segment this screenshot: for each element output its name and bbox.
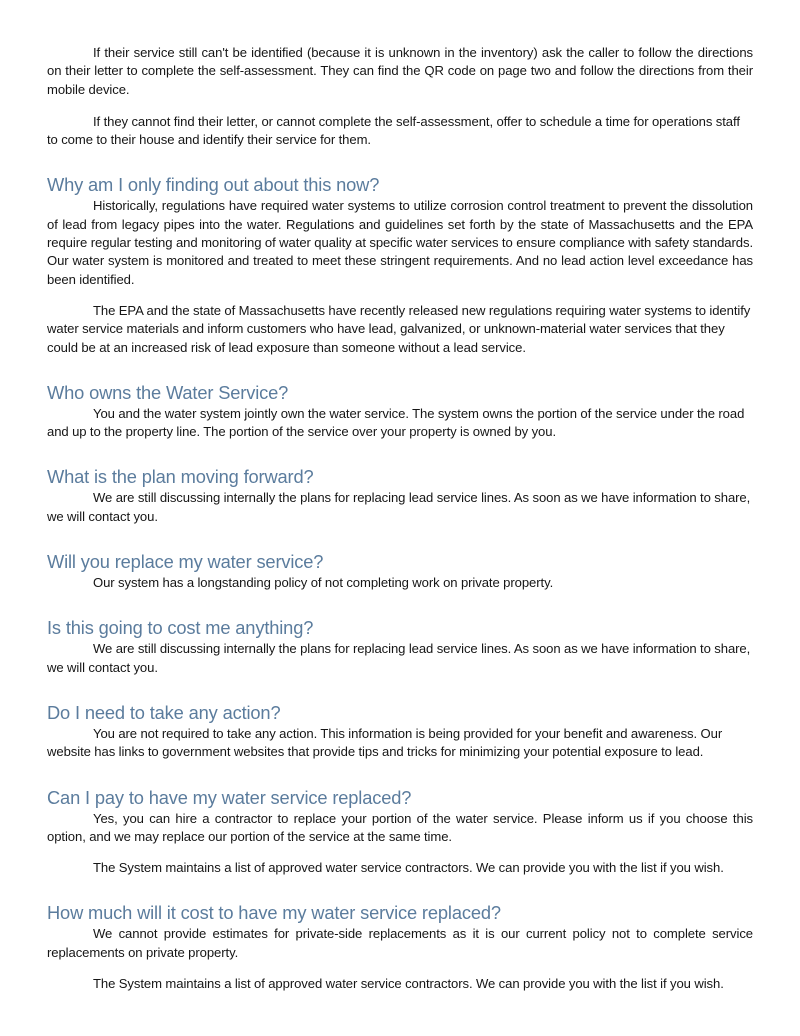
- paragraph: The System maintains a list of approved water service contractors. We can provide you with the list if you wish.: [93, 976, 724, 992]
- paragraph: We cannot provide estimates for private-side replacements as it is our current policy not to complete service replacements on private property.: [47, 926, 753, 960]
- paragraph: You and the water system jointly own the water service. The system owns the portion of the service under the road and up to the property line. The portion of the service over your property is owned by you.: [47, 405, 745, 440]
- document-body: [47, 44, 753, 993]
- section-heading: Is this going to cost me anything?: [47, 617, 314, 639]
- section-heading: How much will it cost to have my water service replaced?: [47, 902, 501, 924]
- section-is-this-going-to-cost-me-anything: [47, 616, 753, 677]
- paragraph: Yes, you can hire a contractor to replace your portion of the water service. Please inform us if you choose this option, and we may replace our portion of the service at the same time.: [47, 810, 753, 844]
- section-heading: Will you replace my water service?: [47, 551, 324, 573]
- paragraph: If they cannot find their letter, or cannot complete the self-assessment, offer to schedule a time for operations staff to come to their house and identify their service for them.: [47, 113, 740, 148]
- section-how-much-will-it-cost-to-have-my-water-service-replaced: [47, 901, 753, 993]
- paragraph: The System maintains a list of approved water service contractors. We can provide you with the list if you wish.: [93, 860, 724, 876]
- section-do-i-need-to-take-any-action: [47, 701, 753, 762]
- section-heading: Why am I only finding out about this now?: [47, 174, 380, 196]
- paragraph: Historically, regulations have required water systems to utilize corrosion control treatment to prevent the dissolution of lead from legacy pipes into the water. Regulations and guidelines set forth by the state of Massachusetts and the EPA require regular testing and monitoring of water quality at specific water services to ensure compliance with safety standards. Our water system is monitored and treated to meet these stringent requirements. And no lead action level exceedance has been identified.: [47, 198, 753, 287]
- section-can-i-pay-to-have-my-water-service-replaced: [47, 786, 753, 878]
- section-what-is-the-plan-moving-forward: [47, 465, 753, 526]
- paragraph: The EPA and the state of Massachusetts have recently released new regulations requiring water systems to identify water service materials and inform customers who have lead, galvanized, or unknown-material water services that they could be at an increased risk of lead exposure than someone without a lead service.: [47, 302, 751, 355]
- paragraph: You are not required to take any action. This information is being provided for your benefit and awareness. Our website has links to government websites that provide tips and tricks for minimizing your potential exposure to lead.: [47, 725, 723, 760]
- section-who-owns-the-water-service: [47, 381, 753, 442]
- section-why-am-i-only-finding-out-about-this-now: [47, 173, 753, 356]
- section-heading: Do I need to take any action?: [47, 701, 281, 723]
- intro-block: [47, 44, 753, 149]
- section-heading: What is the plan moving forward?: [47, 466, 314, 488]
- paragraph: We are still discussing internally the plans for replacing lead service lines. As soon as we have information to share, we will contact you.: [47, 641, 751, 675]
- paragraph: We are still discussing internally the plans for replacing lead service lines. As soon as we have information to share, we will contact you.: [47, 490, 751, 524]
- section-heading: Who owns the Water Service?: [47, 381, 289, 403]
- paragraph: If their service still can't be identified (because it is unknown in the inventory) ask the caller to follow the directions on their letter to complete the self-assessment. They can find the QR code on page two and follow the directions from their mobile device.: [47, 45, 753, 97]
- section-will-you-replace-my-water-service: [47, 550, 753, 592]
- section-heading: Can I pay to have my water service replaced?: [47, 786, 412, 808]
- paragraph: Our system has a longstanding policy of not completing work on private property.: [93, 575, 554, 591]
